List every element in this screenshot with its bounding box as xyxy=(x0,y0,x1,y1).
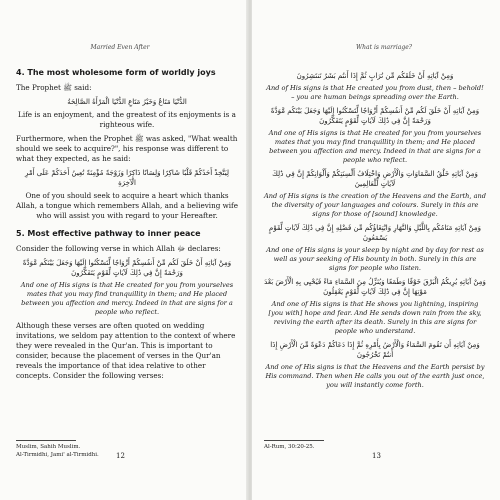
hadith-translation-1: Life is an enjoyment, and the greatest of its enjoyments is a righteous wife. xyxy=(18,110,236,129)
hadith-arabic-2: لِيَتَّخِذْ أَحَدُكُمْ قَلْبًا شَاكِرًا وَلِسَانًا ذَاكِرًا وَزَوْجَةً مُؤْمِنَةً تُعِينُ أَحَدَكُمْ عَلَى أَمْرِ الْآخِرَةِ xyxy=(25,169,229,187)
paragraph-furthermore: Furthermore, when the Prophet ﷺ was asked, "What wealth should we seek to acquire?", his response was different to what they expected, as he said: xyxy=(16,134,238,163)
section-4-heading: 4. The most wholesome form of worldly joys xyxy=(16,68,216,77)
footnote-rule-right xyxy=(264,440,324,441)
verse-arabic-1: وَمِنْ آيَاتِهِ أَنْ خَلَقَكُم مِّن تُرَابٍ ثُمَّ إِذَا أَنتُم بَشَرٌ تَنتَشِرُونَ xyxy=(296,72,454,80)
hadith-translation-2: One of you should seek to acquire a heart which thanks Allah, a tongue which remembers Allah, and a believing wife who will assist you with regard to your Hereafter. xyxy=(16,191,238,220)
footnote-rule xyxy=(16,440,76,441)
verse-arabic-4: وَمِنْ آيَاتِهِ مَنَامُكُم بِاللَّيْلِ وَالنَّهَارِ وَابْتِغَاؤُكُم مِّن فَضْلِهِ إِنَّ فِي ذَٰلِكَ لَآيَاتٍ لِّقَوْمٍ يَسْمَعُونَ xyxy=(269,224,481,242)
verse-translation-3: And of His signs is the creation of the Heavens and the Earth, and the diversity of your languages and colours. Surely in this are signs for those of [sound] knowledge. xyxy=(264,192,486,218)
verse-translation-left: And one of His signs is that He created for you from yourselves mates that you may find tranquillity in them; and He placed between you affection and mercy. Indeed in that are signs for a people who reflect. xyxy=(20,281,234,316)
left-page-content xyxy=(16,68,238,385)
verse-arabic-6: وَمِنْ آيَاتِهِ أَن تَقُومَ السَّمَاءُ وَالْأَرْضُ بِأَمْرِهِ ثُمَّ إِذَا دَعَاكُمْ دَعْوَةً مِّنَ الْأَرْضِ إِذَا أَنتُمْ تَخْرُجُونَ xyxy=(270,341,480,359)
paragraph-consider: Consider the following verse in which Allah ﷻ declares: xyxy=(16,244,221,253)
page-number-left: 12 xyxy=(116,452,125,460)
verse-arabic-3: وَمِنْ آيَاتِهِ خَلْقُ السَّمَاوَاتِ وَالْأَرْضِ وَاخْتِلَافُ أَلْسِنَتِكُمْ وَأَلْوَانِكُمْ إِنَّ فِي ذَٰلِكَ لَآيَاتٍ لِّلْعَالِمِينَ xyxy=(272,170,478,188)
footnote-1: Muslim, Sahih Muslim. xyxy=(16,444,81,450)
verse-translation-1: And of His signs is that He created you from dust, then – behold! – you are human beings spreading over the Earth. xyxy=(266,84,484,101)
footnote-right: Al-Rum, 30:20-25. xyxy=(264,444,315,450)
running-head-right: What is marriage? xyxy=(356,44,412,51)
verse-translation-4: And one of His signs is your sleep by night and by day for rest as well as your seeking of His bounty in both. Surely in this are signs for people who listen. xyxy=(266,246,484,272)
page-number-right: 13 xyxy=(372,452,381,460)
footnote-2: Al-Tirmidhi, Jami' al-Tirmidhi. xyxy=(16,452,99,458)
verse-arabic-5: وَمِنْ آيَاتِهِ يُرِيكُمُ الْبَرْقَ خَوْفًا وَطَمَعًا وَيُنَزِّلُ مِنَ السَّمَاءِ مَاءً فَيُحْيِي بِهِ الْأَرْضَ بَعْدَ مَوْتِهَا إِنَّ فِي ذَٰلِكَ لَآيَاتٍ لِّقَوْمٍ يَعْقِلُونَ xyxy=(264,278,486,296)
paragraph-although: Although these verses are often quoted on wedding invitations, we seldom pay attention to the context of where they were revealed in the Qur'an. This is important to consider, because the placement of verses in the Qur'an reveals the importance of that idea relative to other concepts. Consider the following verses: xyxy=(16,321,236,380)
right-page xyxy=(252,0,500,500)
hadith-arabic-1: الدُّنْيَا مَتَاعٌ وَخَيْرُ مَتَاعِ الدُّنْيَا الْمَرْأَةُ الصَّالِحَةُ xyxy=(67,98,187,106)
right-footnotes xyxy=(264,440,324,451)
verse-arabic-left: وَمِنْ آيَاتِهِ أَنْ خَلَقَ لَكُم مِّنْ أَنفُسِكُمْ أَزْوَاجًا لِّتَسْكُنُوا إِلَيْهَا وَجَعَلَ بَيْنَكُم مَّوَدَّةً وَرَحْمَةً إِنَّ فِي ذَٰلِكَ لَآيَاتٍ لِّقَوْمٍ يَتَفَكَّرُونَ xyxy=(22,259,232,277)
verse-translation-5: And one of His signs is that He shows you lightning, inspiring [you with] hope and fear. And He sends down rain from the sky, reviving the earth after its death. Surely in this are signs for people who understand. xyxy=(268,300,482,335)
verse-translation-2: And one of His signs is that He created for you from yourselves mates that you may find tranquillity in them; and He placed between you affection and mercy. Indeed in that are signs for a people who reflect. xyxy=(268,129,482,164)
verse-translation-6: And one of His signs is that the Heavens and the Earth persist by His command. Then when He calls you out of the earth just once, you will instantly come forth. xyxy=(265,363,485,389)
right-page-content xyxy=(264,68,486,394)
running-head-left: Married Even After xyxy=(90,44,150,51)
left-footnotes xyxy=(16,440,99,459)
prophet-said-line: The Prophet ﷺ said: xyxy=(16,83,92,92)
section-5-heading: 5. Most effective pathway to inner peace xyxy=(16,229,201,238)
verse-arabic-2: وَمِنْ آيَاتِهِ أَنْ خَلَقَ لَكُم مِّنْ أَنفُسِكُمْ أَزْوَاجًا لِّتَسْكُنُوا إِلَيْهَا وَجَعَلَ بَيْنَكُم مَّوَدَّةً وَرَحْمَةً إِنَّ فِي ذَٰلِكَ لَآيَاتٍ لِّقَوْمٍ يَتَفَكَّرُونَ xyxy=(270,107,480,125)
left-page xyxy=(0,0,248,500)
